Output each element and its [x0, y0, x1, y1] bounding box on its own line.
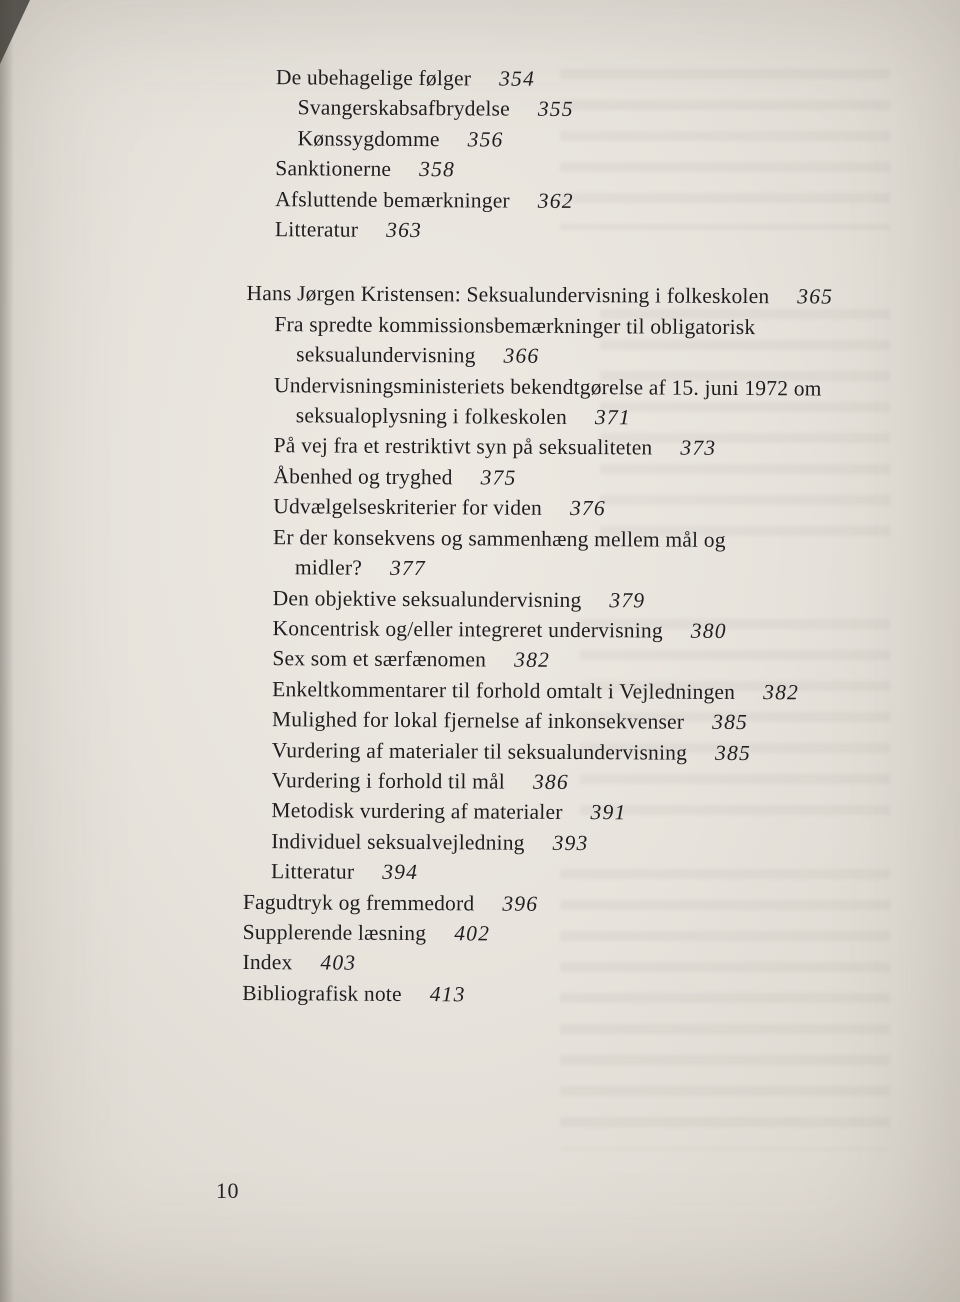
- toc-entry-page-number: 385: [715, 740, 752, 765]
- toc-entry: [247, 153, 927, 188]
- toc-entry-title: Kønssygdomme: [297, 126, 440, 151]
- toc-entry-page-number: 391: [590, 800, 627, 825]
- toc-entry: [244, 704, 924, 739]
- toc-entry-title: Litteratur: [274, 217, 359, 242]
- toc-entry: [245, 491, 925, 526]
- toc-entry: [243, 917, 923, 952]
- toc-entry: [246, 430, 926, 465]
- toc-entry-title: Sanktionerne: [275, 156, 392, 182]
- toc-entry-title: Metodisk vurdering af materialer: [271, 798, 563, 825]
- toc-entry-title: Undervisningsministeriets bekendtgørelse af 15. juni 1972 om: [273, 372, 822, 401]
- toc-entry: [246, 278, 926, 313]
- toc-entry: [244, 674, 924, 709]
- toc-entry-title: Vurdering i forhold til mål: [271, 768, 506, 794]
- toc-entry: [245, 522, 925, 557]
- toc-entry-title: Vurdering af materialer til seksualundervisning: [271, 737, 688, 765]
- toc-entry: [244, 735, 924, 770]
- toc-entry-title: Afsluttende bemærkninger: [275, 186, 510, 213]
- toc-entry-page-number: 371: [594, 405, 631, 430]
- toc-entry-title: Den objektive seksualundervisning: [272, 585, 582, 612]
- toc-entry-page-number: 375: [480, 465, 517, 490]
- toc-entry: [244, 613, 924, 648]
- toc-entry: [243, 887, 923, 922]
- toc-entry: [245, 582, 925, 617]
- toc-entry-title: Udvælgelseskriterier for viden: [273, 494, 543, 521]
- toc-entry-title: seksualoplysning i folkeskolen: [295, 403, 568, 430]
- toc-entry-page-number: 386: [532, 769, 569, 794]
- toc-entry-page-number: 403: [320, 950, 357, 976]
- toc-entry-page-number: 394: [382, 859, 419, 885]
- toc-entry-title: Sex som et særfænomen: [272, 646, 487, 672]
- toc-entry-page-number: 373: [680, 436, 717, 461]
- toc-entry-page-number: 358: [419, 157, 456, 182]
- toc-entry-page-number: 356: [467, 127, 504, 152]
- toc-entry-page-number: 366: [503, 343, 540, 369]
- toc-entry: [246, 370, 926, 405]
- toc-entry: [248, 62, 928, 97]
- toc-entry-title: Litteratur: [270, 859, 355, 884]
- toc-entry-title: På vej fra et restriktivt syn på seksualiteten: [273, 433, 653, 460]
- toc-entry-title: Åbenhed og tryghed: [273, 464, 453, 490]
- toc-entry-page-number: 363: [386, 217, 423, 243]
- toc-entry-page-number: 413: [429, 981, 466, 1007]
- toc-entry: [243, 856, 923, 891]
- toc-entry: [243, 795, 923, 830]
- toc-entry: [247, 123, 927, 158]
- toc-entry-title: Fagudtryk og fremmedord: [242, 889, 475, 915]
- toc-entry: [246, 309, 926, 344]
- toc-entry-title: Individuel seksualvejledning: [271, 828, 525, 855]
- toc-entry-title: Mulighed for lokal fjernelse af inkonsekvenser: [271, 707, 685, 734]
- toc-entry: [244, 765, 924, 800]
- toc-entry: [243, 826, 923, 861]
- page-number: 10: [216, 1178, 239, 1203]
- toc-entry-page-number: 379: [609, 587, 646, 612]
- toc-entry-page-number: 380: [690, 618, 727, 643]
- toc-entry: [245, 461, 925, 496]
- toc-entry: [246, 339, 926, 374]
- toc-entry-page-number: 376: [569, 496, 606, 521]
- toc-entry-page-number: 382: [763, 679, 800, 705]
- toc-entry: [242, 947, 922, 982]
- toc-entry-page-number: 382: [514, 647, 551, 673]
- toc-entry: [246, 400, 926, 435]
- toc-entry: [248, 92, 928, 127]
- toc-entry: [247, 214, 927, 249]
- toc-entry-title: Index: [242, 950, 293, 975]
- photo-edge-shadow: [0, 0, 14, 1302]
- toc-entry: [242, 978, 922, 1013]
- toc-entry: [245, 552, 925, 587]
- toc-entry-page-number: 365: [797, 284, 834, 310]
- toc-entry-title: midler?: [294, 555, 363, 580]
- table-of-contents: [242, 62, 928, 1012]
- toc-entry: [244, 643, 924, 678]
- toc-entry-page-number: 362: [537, 188, 574, 213]
- toc-entry: [247, 184, 927, 219]
- toc-entry-title: Bibliografisk note: [242, 980, 402, 1006]
- toc-entry-page-number: 354: [499, 66, 536, 91]
- toc-entry-page-number: 393: [552, 830, 589, 855]
- toc-entry-title: Er der konsekvens og sammenhæng mellem mål og: [273, 524, 726, 552]
- toc-entry-title: Koncentrisk og/eller integreret undervisning: [272, 616, 663, 643]
- toc-entry-page-number: 385: [712, 709, 749, 735]
- toc-entry-title: Svangerskabsafbrydelse: [297, 95, 510, 122]
- toc-entry-page-number: 377: [389, 555, 426, 581]
- toc-entry-title: Enkeltkommentarer til forhold omtalt i Vejledningen: [272, 676, 736, 704]
- toc-entry-page-number: 355: [537, 97, 574, 122]
- toc-entry-title: Hans Jørgen Kristensen: Seksualundervisning i folkeskolen: [246, 281, 770, 309]
- toc-entry-page-number: 402: [454, 921, 491, 946]
- toc-entry-page-number: 396: [502, 891, 539, 916]
- toc-entry-title: De ubehagelige følger: [275, 65, 472, 91]
- toc-entry-title: Fra spredte kommissionsbemærkninger til obligatorisk: [274, 312, 756, 339]
- toc-entry-title: Supplerende læsning: [242, 919, 427, 946]
- toc-entry-title: seksualundervisning: [296, 342, 476, 368]
